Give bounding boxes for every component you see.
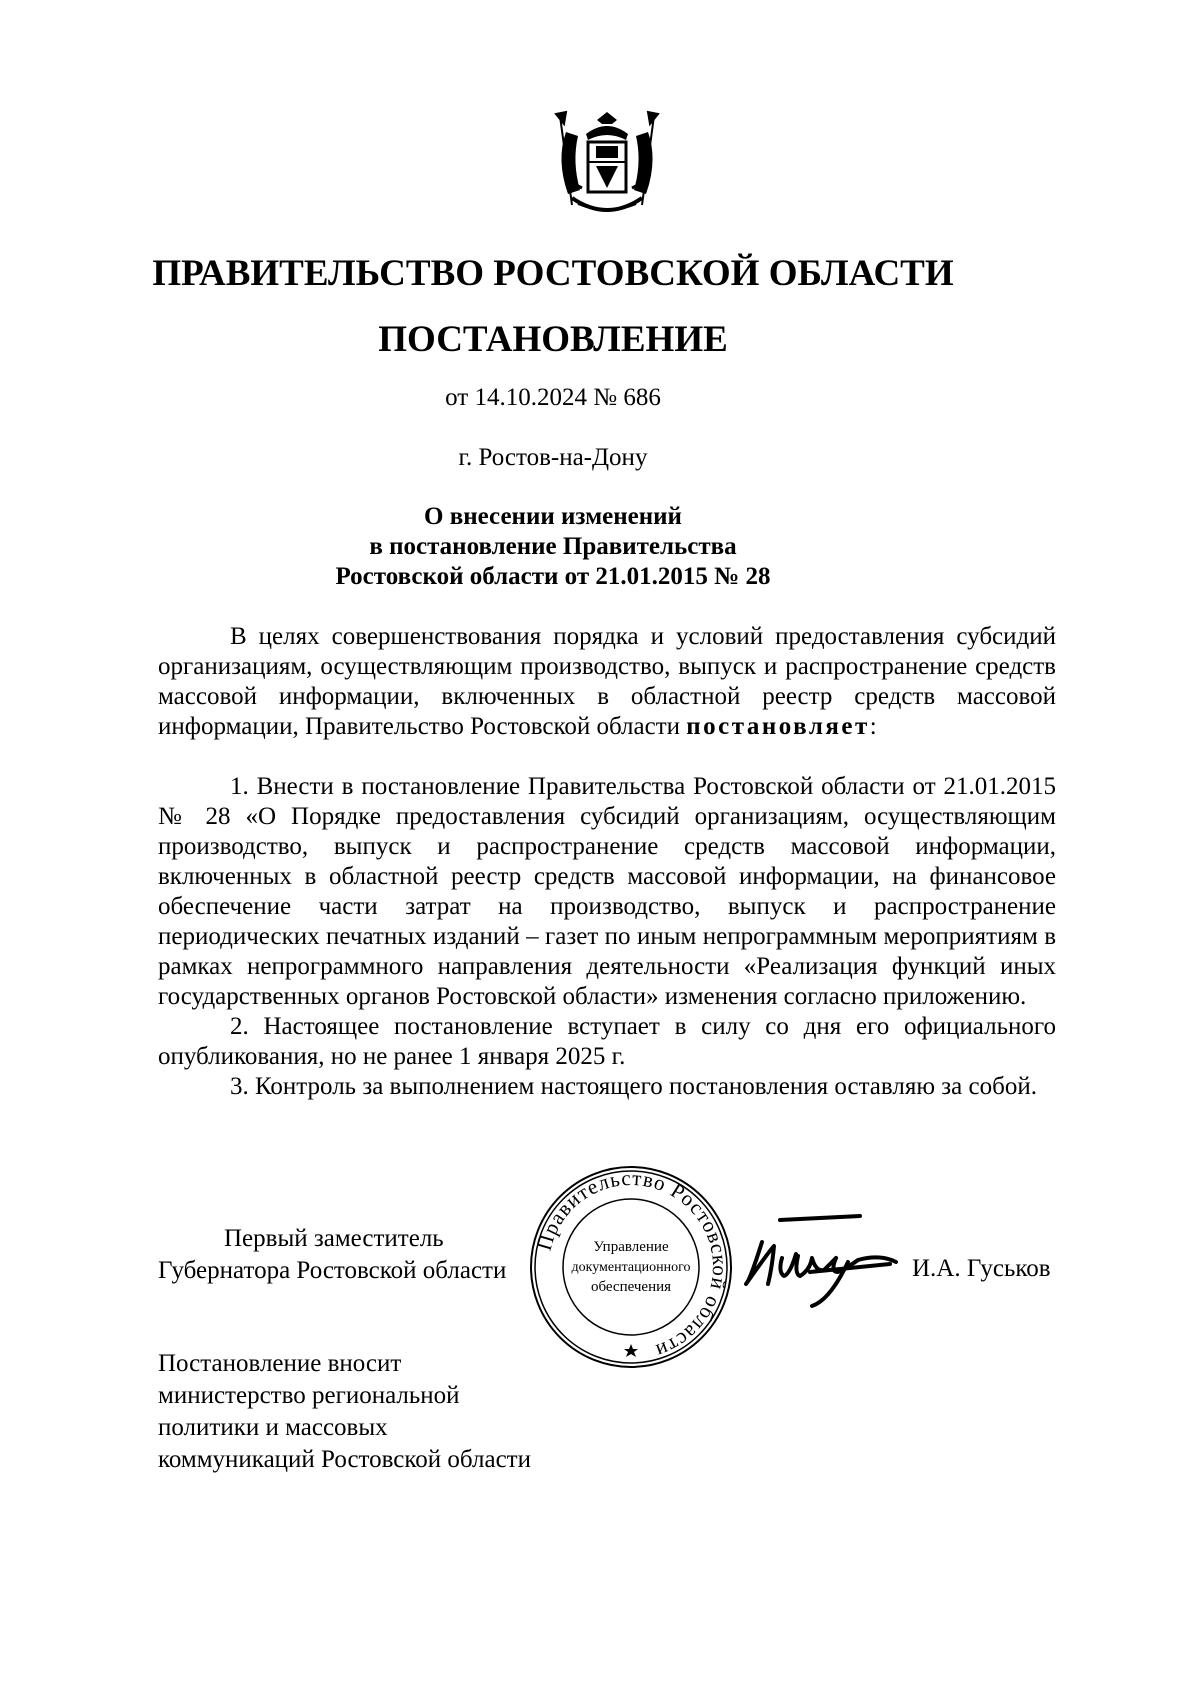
footer-line: политики и массовых xyxy=(158,1414,388,1441)
organization-title: ПРАВИТЕЛЬСТВО РОСТОВСКОЙ ОБЛАСТИ xyxy=(152,253,954,294)
footer-line: коммуникаций Ростовской области xyxy=(158,1446,531,1473)
preamble-paragraph xyxy=(158,622,1056,742)
subject-line: О внесении изменений xyxy=(424,503,682,530)
stamp-inner-line: обеспечения xyxy=(590,1279,672,1295)
preamble-text: В целях совершенствования порядка и условий предоставления субсидий организациям, осуществляющим производство, выпуск и распространение средств массовой информации, включенных в областной реестр средств массовой информации, Правительство Ростовской области xyxy=(158,623,1056,740)
position-line: Губернатора Ростовской области xyxy=(158,1257,507,1284)
document-date-number: от 14.10.2024 № 686 xyxy=(445,384,661,411)
stamp-ring-text: Правительство Ростовской области xyxy=(531,1165,733,1364)
handwritten-signature-icon xyxy=(740,1210,900,1310)
subject-line: в постановление Правительства xyxy=(369,533,737,560)
document-city: г. Ростов-на-Дону xyxy=(458,444,648,471)
footer-line: министерство региональной xyxy=(158,1382,460,1409)
preamble-tail: : xyxy=(869,713,877,740)
resolution-item: 1. Внести в постановление Правительства Ростовской области от 21.01.2015 № 28 «О Порядке предоставления субсидий организациям, осуществляющим производство, выпуск и распространение средств массовой информации, включенных в областной реестр средств массовой информации, на финансовое обеспечение части затрат на производство, выпуск и распространение периодических печатных изданий – газет по иным непрограммным мероприятиям в рамках непрограммного направления деятельности «Реализация функций иных государственных органов Ростовской области» изменения согласно приложению. xyxy=(158,773,1056,1010)
resolution-items xyxy=(158,772,1056,1102)
official-seal-icon xyxy=(527,1163,735,1371)
position-line: Первый заместитель xyxy=(224,1225,444,1252)
signatory-name: И.А. Гуськов xyxy=(912,1255,1051,1282)
resolution-item: 2. Настоящее постановление вступает в силу со дня его официального опубликования, но не ранее 1 января 2025 г. xyxy=(158,1013,1056,1070)
stamp-inner-line: документационного xyxy=(571,1260,691,1275)
resolution-item: 3. Контроль за выполнением настоящего постановления оставляю за собой. xyxy=(230,1073,1037,1100)
document-subject xyxy=(0,502,1106,592)
signatory-position xyxy=(158,1223,506,1287)
coat-of-arms-icon xyxy=(552,110,662,222)
footer-line: Постановление вносит xyxy=(158,1350,402,1377)
submitted-by-note xyxy=(158,1348,531,1476)
document-type-title: ПОСТАНОВЛЕНИЕ xyxy=(378,319,728,360)
subject-line: Ростовской области от 21.01.2015 № 28 xyxy=(335,563,771,590)
stamp-inner-line: Управление xyxy=(593,1239,669,1255)
preamble-emphasis: постановляет xyxy=(686,713,870,740)
